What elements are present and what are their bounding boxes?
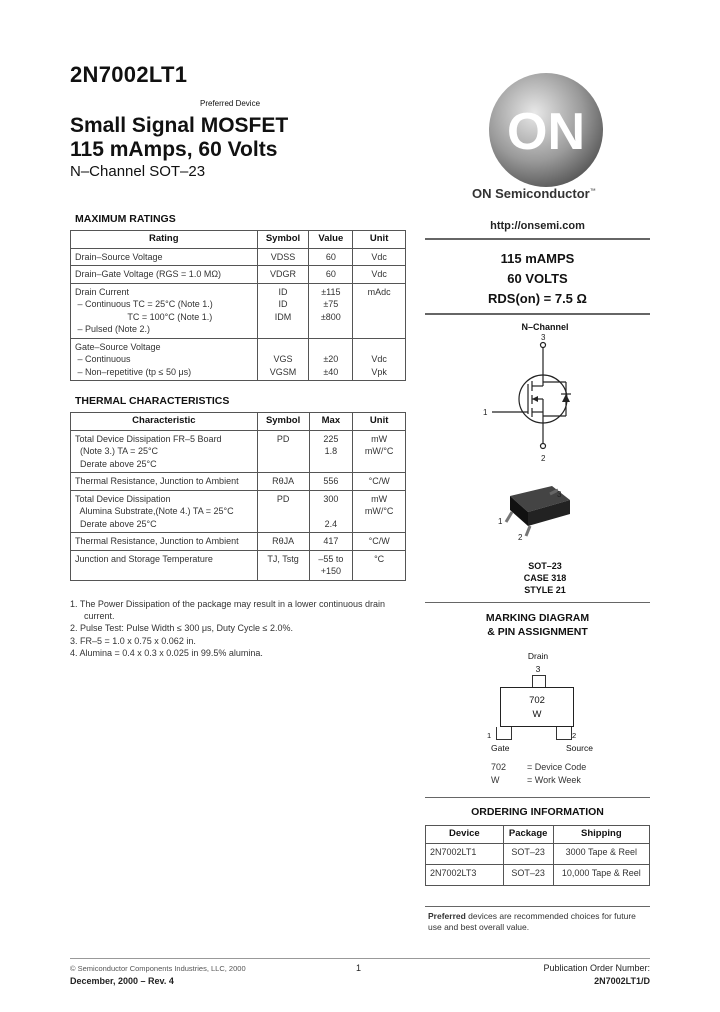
footnote: 4. Alumina = 0.4 x 0.3 x 0.025 in 99.5% alumina. — [70, 647, 263, 658]
max-cell: 300 2.4 — [309, 490, 353, 533]
part-number: 2N7002LT1 — [70, 62, 188, 87]
value-cell: ±20 ±40 — [309, 338, 353, 381]
unit-cell: °C — [353, 550, 406, 580]
legend-key: W — [491, 774, 500, 785]
copyright: © Semiconductor Components Industries, LLC, 2000 — [70, 964, 246, 973]
symbol-cell: VDSS — [257, 248, 309, 266]
pub-order-label: Publication Order Number: — [543, 963, 650, 973]
col-header: Package — [503, 826, 553, 844]
col-header: Max — [309, 413, 353, 431]
marking-pin-3: 3 — [535, 664, 541, 674]
company-label: ON Semiconductor — [472, 186, 590, 201]
sot23-package-drawing — [490, 478, 590, 558]
rating-cell: Drain Current – Continuous TC = 25°C (Note 1.) TC = 100°C (Note 1.) – Pulsed (Note 2.) — [71, 283, 258, 338]
table-row — [71, 338, 406, 381]
pin-3-label: 3 — [541, 334, 546, 342]
mosfet-schematic — [480, 334, 600, 464]
on-logo — [487, 71, 605, 189]
ordering-table — [425, 825, 650, 886]
rating-cell: Drain–Gate Voltage (RGS = 1.0 MΩ) — [71, 266, 258, 284]
marking-package-body — [500, 687, 574, 727]
value-cell: 60 — [309, 248, 353, 266]
col-header: Symbol — [257, 231, 309, 249]
max-cell: 225 1.8 — [309, 430, 353, 473]
unit-cell: Vdc Vpk — [353, 338, 406, 381]
col-header: Symbol — [257, 413, 309, 431]
legend-key: 702 — [491, 762, 507, 772]
rating-cell: Gate–Source Voltage – Continuous – Non–repetitive (tp ≤ 50 μs) — [71, 338, 258, 381]
package-cell: SOT–23 — [503, 864, 553, 885]
symbol-cell: RθJA — [257, 473, 309, 491]
unit-cell: mW mW/°C — [353, 430, 406, 473]
char-cell: Total Device Dissipation Alumina Substrate,(Note 4.) TA = 25°C Derate above 25°C — [71, 490, 258, 533]
marking-pin-1: 1 — [487, 731, 492, 740]
revision-date: December, 2000 – Rev. 4 — [70, 976, 174, 986]
unit-cell: °C/W — [353, 473, 406, 491]
col-header: Unit — [353, 231, 406, 249]
thermal-title: THERMAL CHARACTERISTICS — [75, 395, 230, 407]
logo-text: ON — [507, 103, 585, 161]
table-row — [71, 533, 406, 551]
value-cell: ±115 ±75 ±800 — [309, 283, 353, 338]
symbol-cell: PD — [257, 490, 309, 533]
symbol-cell: TJ, Tstg — [257, 550, 309, 580]
legend-value: = Work Week — [527, 774, 581, 785]
shipping-cell: 3000 Tape & Reel — [553, 843, 649, 864]
col-header: Value — [309, 231, 353, 249]
symbol-cell: VGS VGSM — [257, 338, 309, 381]
char-cell: Thermal Resistance, Junction to Ambient — [71, 473, 258, 491]
col-header: Device — [426, 826, 504, 844]
preferred-note-text: devices are recommended choices for future use and best overall value. — [428, 911, 636, 932]
marking-legend — [491, 761, 586, 786]
max-ratings-title: MAXIMUM RATINGS — [75, 213, 176, 225]
footnotes — [70, 598, 406, 659]
thermal-table — [70, 412, 406, 581]
trademark: ™ — [589, 188, 596, 195]
marking-pin-2: 2 — [572, 731, 577, 740]
pub-order-number: 2N7002LT1/D — [594, 976, 650, 986]
ordering-title: ORDERING INFORMATION — [471, 806, 604, 818]
package-info — [470, 560, 620, 596]
max-ratings-table — [70, 230, 406, 381]
table-row — [426, 843, 650, 864]
company-name — [472, 186, 596, 201]
gate-label: Gate — [491, 743, 510, 753]
symbol-cell: PD — [257, 430, 309, 473]
spec-current: 115 mAMPS — [500, 251, 575, 266]
col-header: Characteristic — [71, 413, 258, 431]
preferred-device-label: Preferred Device — [200, 99, 261, 108]
footnote: 1. The Power Dissipation of the package may result in a lower continuous drain current. — [70, 599, 386, 622]
table-row — [71, 430, 406, 473]
symbol-cell: VDGR — [257, 266, 309, 284]
col-header: Rating — [71, 231, 258, 249]
page-number: 1 — [356, 963, 362, 973]
marking-title — [425, 611, 650, 639]
spec-box — [425, 249, 650, 309]
preferred-note-bold: Preferred — [428, 911, 466, 921]
pkg-pin-2-label: 2 — [518, 533, 523, 542]
max-cell: 556 — [309, 473, 353, 491]
preferred-devices-note — [428, 911, 650, 933]
title-line-1: Small Signal MOSFET — [70, 114, 289, 137]
symbol-cell: RθJA — [257, 533, 309, 551]
website-link[interactable]: http://onsemi.com — [490, 220, 585, 232]
col-header: Shipping — [553, 826, 649, 844]
device-cell: 2N7002LT1 — [426, 843, 504, 864]
spec-voltage: 60 VOLTS — [507, 271, 568, 286]
symbol-cell: ID ID IDM — [257, 283, 309, 338]
max-cell: –55 to +150 — [309, 550, 353, 580]
package-cell: SOT–23 — [503, 843, 553, 864]
shipping-cell: 10,000 Tape & Reel — [553, 864, 649, 885]
source-label: Source — [566, 743, 593, 753]
spec-rds: RDS(on) = 7.5 Ω — [488, 291, 587, 306]
marking-code: 702 — [529, 695, 545, 706]
max-cell: 417 — [309, 533, 353, 551]
pin-2-label: 2 — [541, 454, 546, 463]
gate-lead — [496, 727, 512, 740]
unit-cell: mAdc — [353, 283, 406, 338]
table-row — [71, 490, 406, 533]
footnote: 3. FR–5 = 1.0 x 0.75 x 0.062 in. — [70, 635, 196, 646]
value-cell: 60 — [309, 266, 353, 284]
package-style: STYLE 21 — [524, 585, 566, 595]
marking-title-2: & PIN ASSIGNMENT — [487, 626, 588, 638]
drain-label: Drain — [527, 651, 549, 661]
char-cell: Total Device Dissipation FR–5 Board (Note 3.) TA = 25°C Derate above 25°C — [71, 430, 258, 473]
marking-workweek: W — [532, 709, 542, 720]
marking-title-1: MARKING DIAGRAM — [485, 612, 590, 624]
char-cell: Thermal Resistance, Junction to Ambient — [71, 533, 258, 551]
footnote: 2. Pulse Test: Pulse Width ≤ 300 μs, Duty Cycle ≤ 2.0%. — [70, 623, 293, 634]
pkg-pin-1-label: 1 — [498, 517, 503, 526]
unit-cell: Vdc — [353, 248, 406, 266]
col-header: Unit — [353, 413, 406, 431]
legend-value: = Device Code — [527, 762, 587, 772]
table-row — [426, 864, 650, 885]
pin-1-label: 1 — [483, 408, 488, 417]
title-line-2: 115 mAmps, 60 Volts — [70, 138, 278, 161]
table-row — [71, 473, 406, 491]
table-row — [71, 283, 406, 338]
package-case: CASE 318 — [523, 573, 567, 583]
table-row — [71, 248, 406, 266]
subtitle: N–Channel SOT–23 — [70, 163, 206, 180]
table-row — [71, 550, 406, 580]
package-name: SOT–23 — [528, 561, 562, 571]
unit-cell: mW mW/°C — [353, 490, 406, 533]
table-row — [71, 266, 406, 284]
pkg-pin-3-label: 3 — [557, 490, 562, 499]
channel-label: N–Channel — [521, 322, 569, 332]
device-cell: 2N7002LT3 — [426, 864, 504, 885]
source-lead — [556, 727, 572, 740]
rating-cell: Drain–Source Voltage — [71, 248, 258, 266]
unit-cell: Vdc — [353, 266, 406, 284]
char-cell: Junction and Storage Temperature — [71, 550, 258, 580]
unit-cell: °C/W — [353, 533, 406, 551]
